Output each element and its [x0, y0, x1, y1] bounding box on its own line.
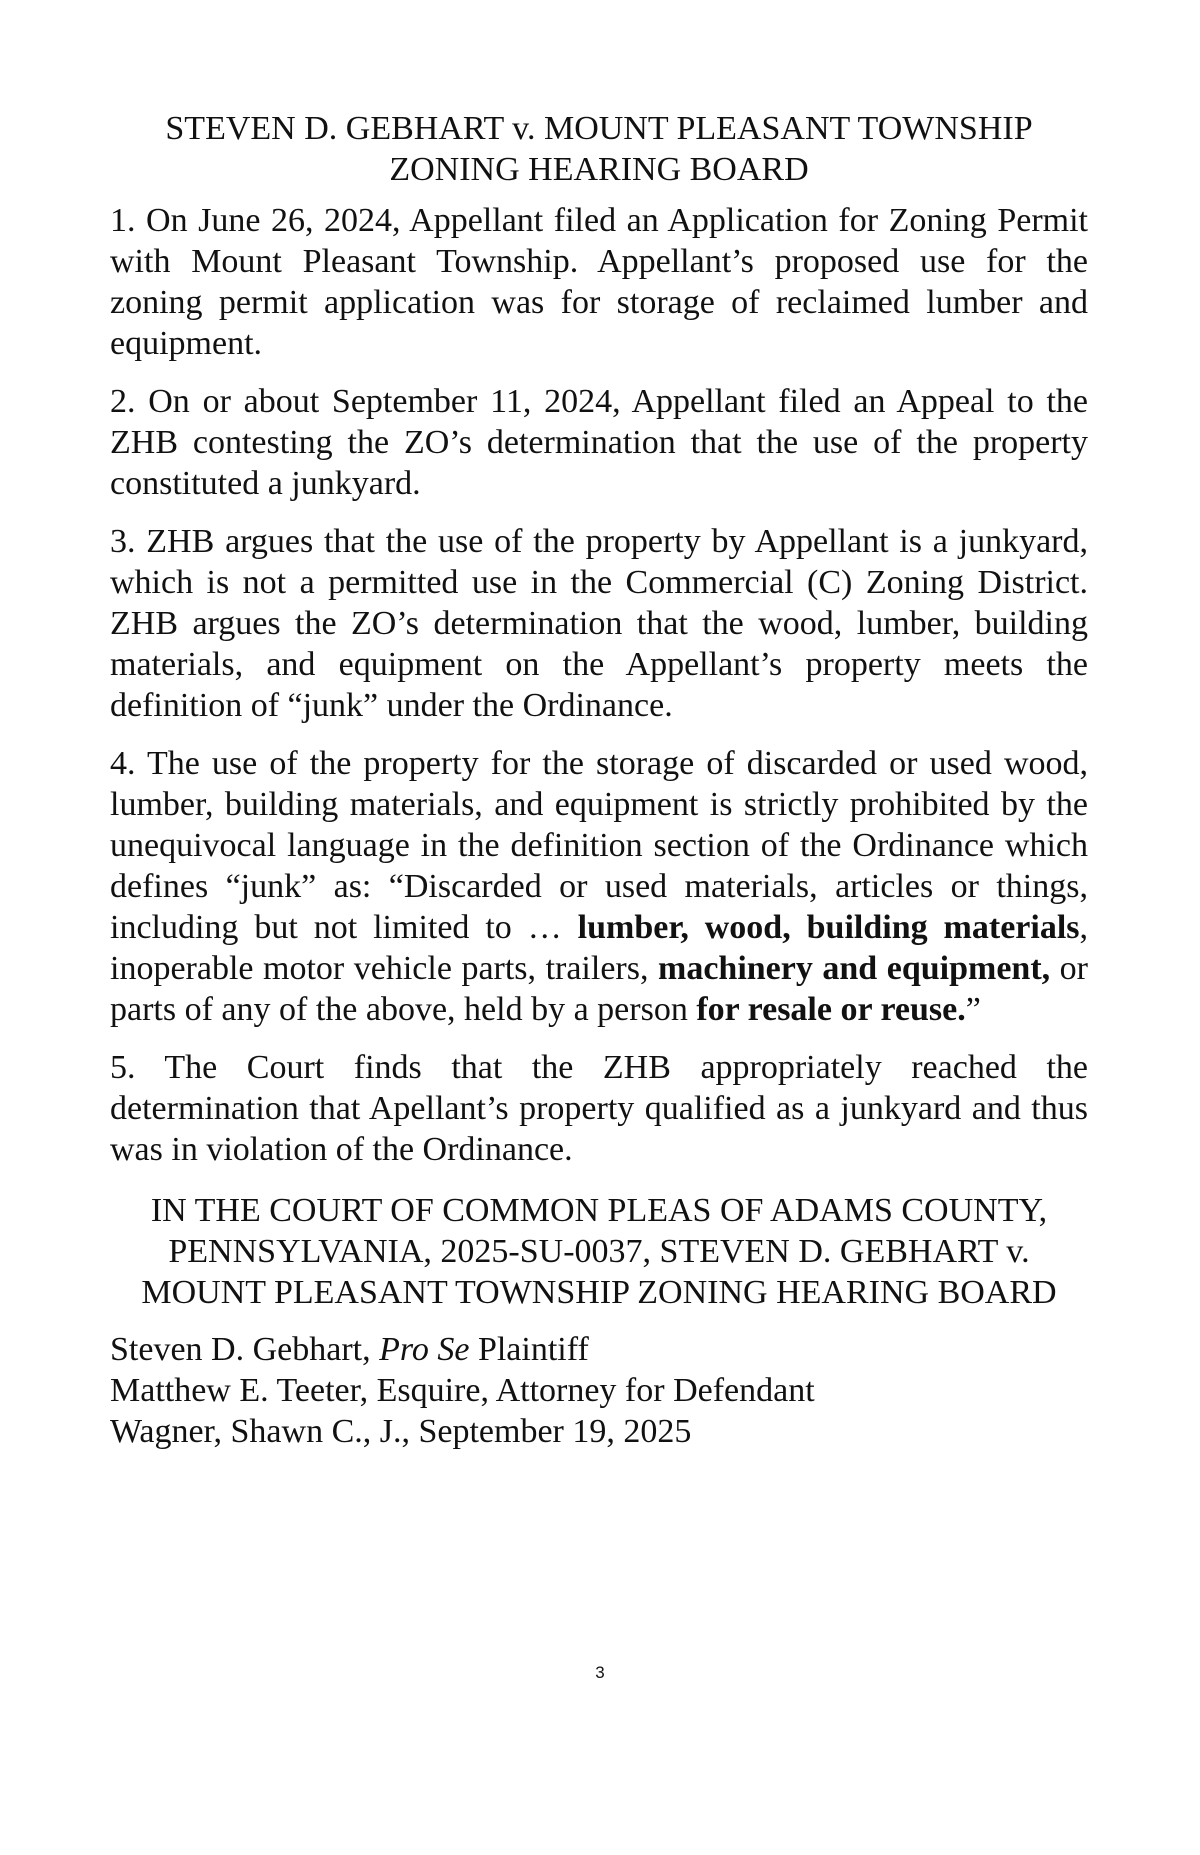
page-number: 3	[595, 1663, 605, 1682]
paragraph-1: 1. On June 26, 2024, Appellant filed an Application for Zoning Permit with Mount Pleasant Township. Appellant’s proposed use for the zoning permit application was for storage of reclaimed lumber and equipment.	[110, 202, 1088, 362]
paragraph-4-bold-2: machinery and equipment,	[658, 950, 1051, 987]
plaintiff-line	[110, 1329, 1088, 1370]
paragraph-4-text-1: 4. The use of the property for the storage of discarded or used wood, lumber, building materials, and equipment is strictly prohibited by the unequivocal language in the definition section of the Ordinance which defines “junk” as: “Discarded or used materials, articles or things, including but not limited to …	[110, 745, 1088, 946]
parties-block	[110, 1329, 1088, 1452]
paragraph-4-text-4: ”	[965, 991, 981, 1028]
case-title-line-2: ZONING HEARING BOARD	[389, 151, 809, 188]
court-caption-line-3: MOUNT PLEASANT TOWNSHIP ZONING HEARING BOARD	[141, 1274, 1057, 1311]
paragraph-4-bold-3: for resale or reuse.	[696, 991, 966, 1028]
court-caption-line-1: IN THE COURT OF COMMON PLEAS OF ADAMS COUNTY,	[150, 1192, 1048, 1229]
case-title-line-1: STEVEN D. GEBHART v. MOUNT PLEASANT TOWNSHIP	[165, 110, 1033, 147]
court-caption	[110, 1190, 1088, 1313]
paragraph-4-text-2: , inoperable motor vehicle parts, trailers,	[110, 909, 1088, 987]
plaintiff-role: Plaintiff	[469, 1331, 589, 1368]
paragraph-3: 3. ZHB argues that the use of the property by Appellant is a junkyard, which is not a permitted use in the Commercial (C) Zoning District. ZHB argues the ZO’s determination that the wood, lumber, building materials, and equipment on the Appellant’s property meets the definition of “junk” under the Ordinance.	[110, 523, 1088, 724]
paragraph-5: 5. The Court finds that the ZHB appropriately reached the determination that Apellant’s property qualified as a junkyard and thus was in violation of the Ordinance.	[110, 1049, 1088, 1168]
defendant-attorney-line: Matthew E. Teeter, Esquire, Attorney for Defendant	[110, 1372, 815, 1409]
paragraph-2: 2. On or about September 11, 2024, Appellant filed an Appeal to the ZHB contesting the ZO’s determination that the use of the property constituted a junkyard.	[110, 383, 1088, 502]
paragraph-4-bold-1: lumber, wood, building materials	[577, 909, 1080, 946]
plaintiff-role-italic: Pro Se	[379, 1331, 470, 1368]
paragraph-4-text-3: or parts of any of the above, held by a person	[110, 950, 1089, 1028]
document-page	[110, 108, 1088, 1452]
judge-line: Wagner, Shawn C., J., September 19, 2025	[110, 1413, 692, 1450]
case-title	[110, 108, 1088, 190]
paragraph-4	[110, 743, 1088, 1030]
plaintiff-name: Steven D. Gebhart,	[110, 1331, 380, 1368]
court-caption-line-2: PENNSYLVANIA, 2025-SU-0037, STEVEN D. GEBHART v.	[168, 1233, 1030, 1270]
